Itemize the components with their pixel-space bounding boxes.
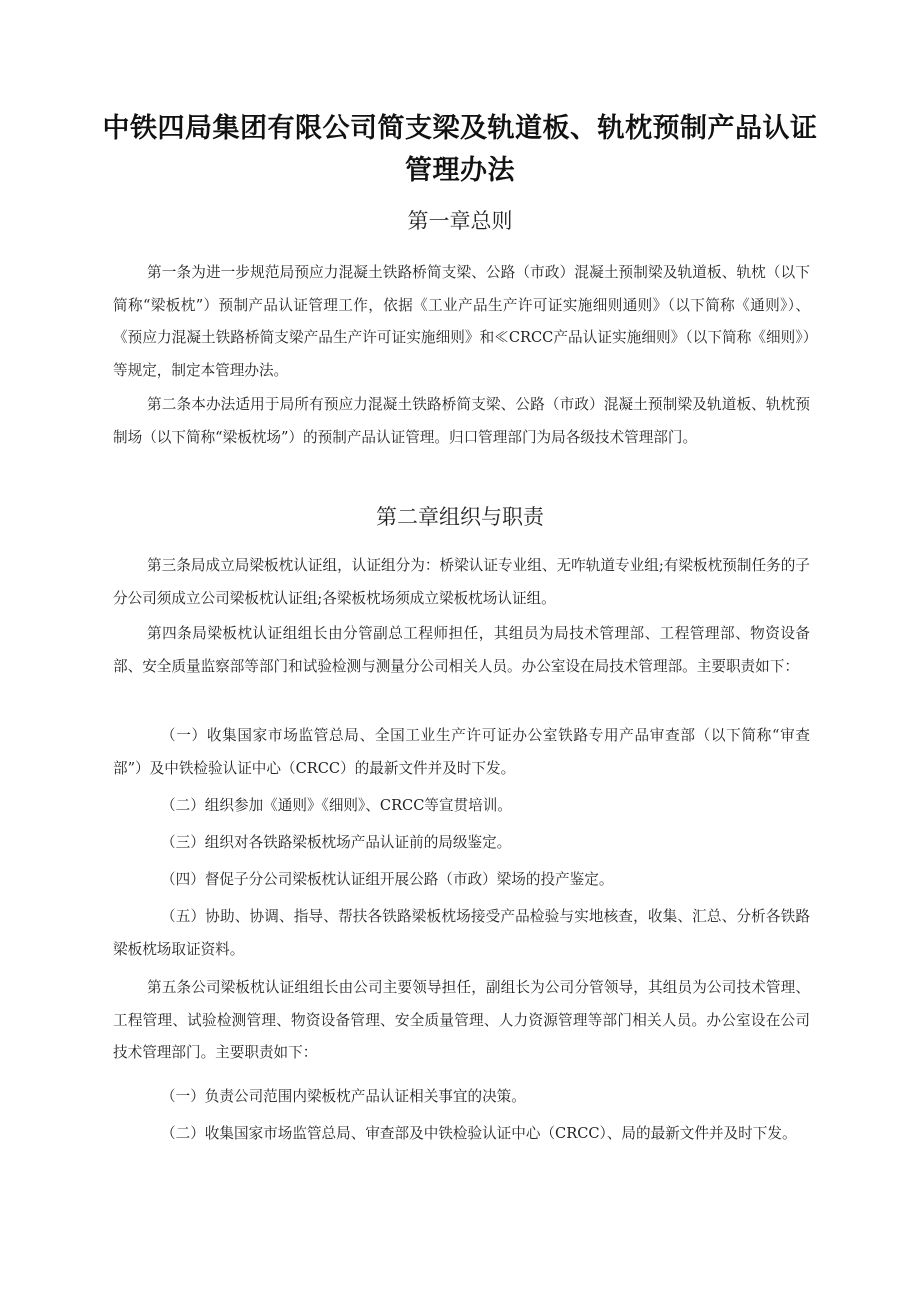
chapter-1-heading: 第一章总则 [407,209,513,233]
article-2: 第二条本办法适用于局所有预应力混凝土铁路桥简支梁、公路（市政）混凝土预制梁及轨道板、轨枕预制场（以下简称“梁板枕场”）的预制产品认证管理。归口管理部门为局各级技术管理部门。 [113,396,810,446]
article-5-item: （一）负责公司范围内梁板枕产品认证相关事宜的决策。 [161,1088,526,1105]
article-4-item: （二）组织参加《通则》《细则》、CRCC等宣贯培训。 [161,797,512,814]
article-4-item: （一）收集国家市场监管总局、全国工业生产许可证办公室铁路专用产品审查部（以下简称“审查部”）及中铁检验认证中心（CRCC）的最新文件并及时下发。 [113,727,810,777]
article-1: 第一条为进一步规范局预应力混凝土铁路桥简支梁、公路（市政）混凝土预制梁及轨道板、轨枕（以下简称“梁板枕”）预制产品认证管理工作，依据《工业产品生产许可证实施细则通则》（以下简称《通则》）、《预应力混凝土铁路桥简支梁产品生产许可证实施细则》和≪CRCC产品认证实施细则》（以下简称《细则》）等规定，制定本管理办法。 [113,264,810,379]
article-4-item: （五）协助、协调、指导、帮扶各铁路梁板枕场接受产品检验与实地核查，收集、汇总、分析各铁路梁板枕场取证资料。 [113,908,810,958]
article-4: 第四条局梁板枕认证组组长由分管副总工程师担任，其组员为局技术管理部、工程管理部、物资设备部、安全质量监察部等部门和试验检测与测量分公司相关人员。办公室设在局技术管理部。主要职责如下： [113,625,810,675]
article-5: 第五条公司梁板枕认证组组长由公司主要领导担任，副组长为公司分管领导，其组员为公司技术管理、工程管理、试验检测管理、物资设备管理、安全质量管理、人力资源管理等部门相关人员。办公室设在公司技术管理部门。主要职责如下： [113,979,810,1061]
chapter-2-heading: 第二章组织与职责 [376,505,544,529]
article-4-item: （四）督促子分公司梁板枕认证组开展公路（市政）梁场的投产鉴定。 [161,871,614,888]
document-title: 中铁四局集团有限公司简支梁及轨道板、轨枕预制产品认证管理办法 [102,113,818,186]
article-4-item: （三）组织对各铁路梁板枕场产品认证前的局级鉴定。 [161,834,512,851]
article-5-item: （二）收集国家市场监管总局、审查部及中铁检验认证中心（CRCC）、局的最新文件并及时下发。 [161,1125,797,1142]
article-3: 第三条局成立局梁板枕认证组，认证组分为：桥梁认证专业组、无咋轨道专业组;有梁板枕预制任务的子分公司须成立公司梁板枕认证组;各梁板枕场须成立梁板枕场认证组。 [113,557,810,607]
